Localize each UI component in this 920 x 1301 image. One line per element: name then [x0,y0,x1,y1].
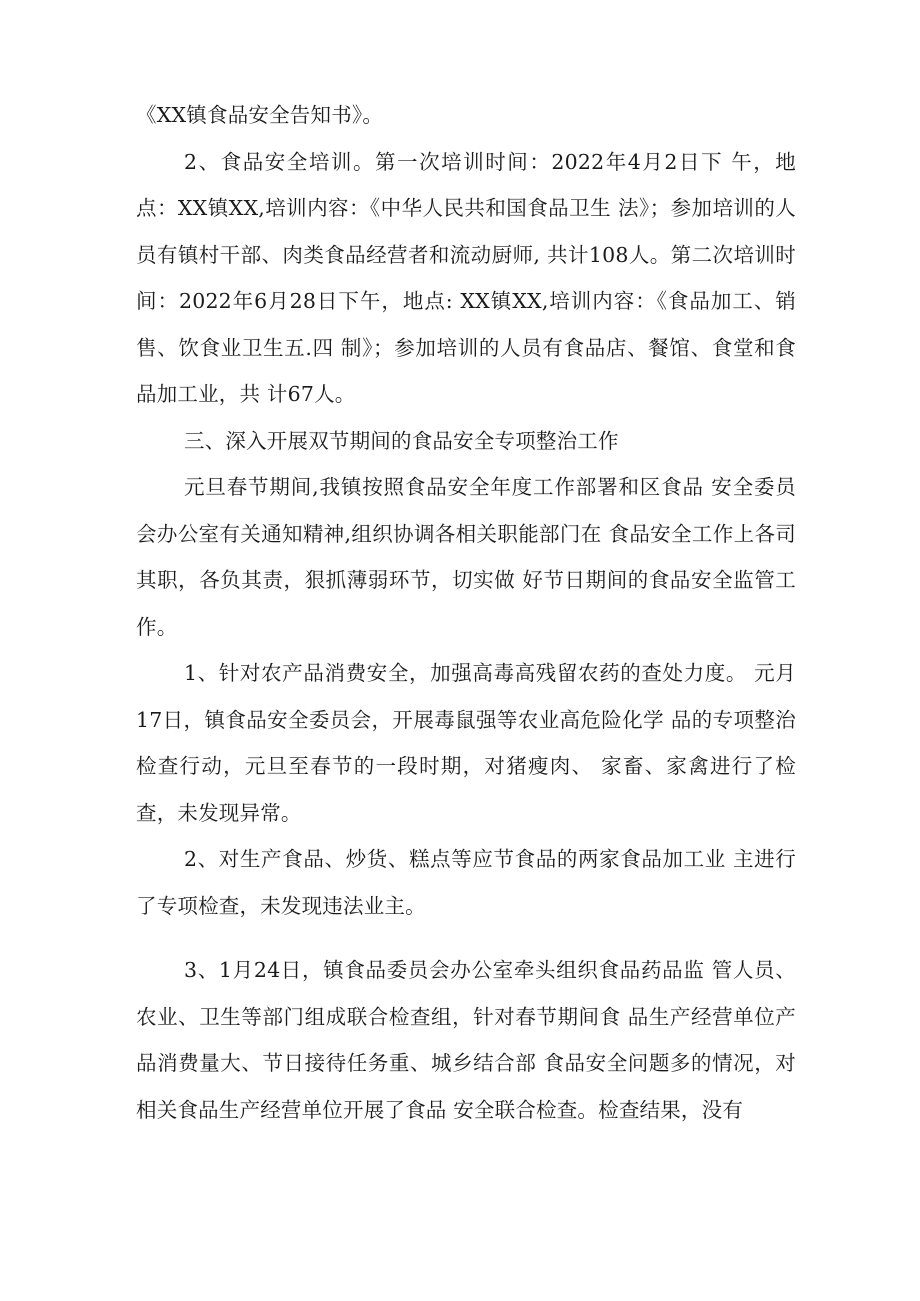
section-heading-holiday-rectification: 三、深入开展双节期间的食品安全专项整治工作 [184,428,619,453]
paragraph-holiday-supervision: 元旦春节期间,我镇按照食品安全年度工作部署和区食品 安全委员会办公室有关通知精神,组织协调各相关职能部门在 食品安全工作上各司其职，各负其责，狠抓薄弱环节，切实做 好节日期间的食品安全监管工作。 [136,475,796,639]
paragraph-pesticide-inspection: 1、针对农产品消费安全，加强高毒高残留农药的查处力度。 元月17日，镇食品安全委员会，开展毒鼠强等农业高危险化学 品的专项整治检查行动，元旦至春节的一段时期，对猪瘦肉、 家畜、家禽进行了检查，未发现异常。 [136,661,796,825]
paragraph-joint-inspection: 3、1月24日，镇食品委员会办公室牵头组织食品药品监 管人员、农业、卫生等部门组成联合检查组，针对春节期间食 品生产经营单位产品消费量大、节日接待任务重、城乡结合部 食品安全问题多的情况，对相关食品生产经营单位开展了食品 安全联合检查。检查结果，没有 [136,958,796,1122]
paragraph-notice-title-tail: 《XX镇食品安全告知书》。 [136,103,384,127]
paragraph-food-safety-training: 2、食品安全培训。第一次培训时间：2022年4月2日下 午，地点：XX镇XX,培训内容：《中华人民共和国食品卫生 法》；参加培训的人员有镇村干部、肉类食品经营者和流动厨师, 共计108人。第二次培训时间：2022年6月28日下午，地点: XX镇XX,培训内容：《食品加工、销售、饮食业卫生五.四 制》；参加培训的人员有食品店、餐馆、食堂和食品加工业，共 计67人。 [136,149,796,406]
paragraph-festival-food-inspection: 2、对生产食品、炒货、糕点等应节食品的两家食品加工业 主进行了专项检查，未发现违法业主。 [136,847,796,918]
document-page [136,92,796,1133]
